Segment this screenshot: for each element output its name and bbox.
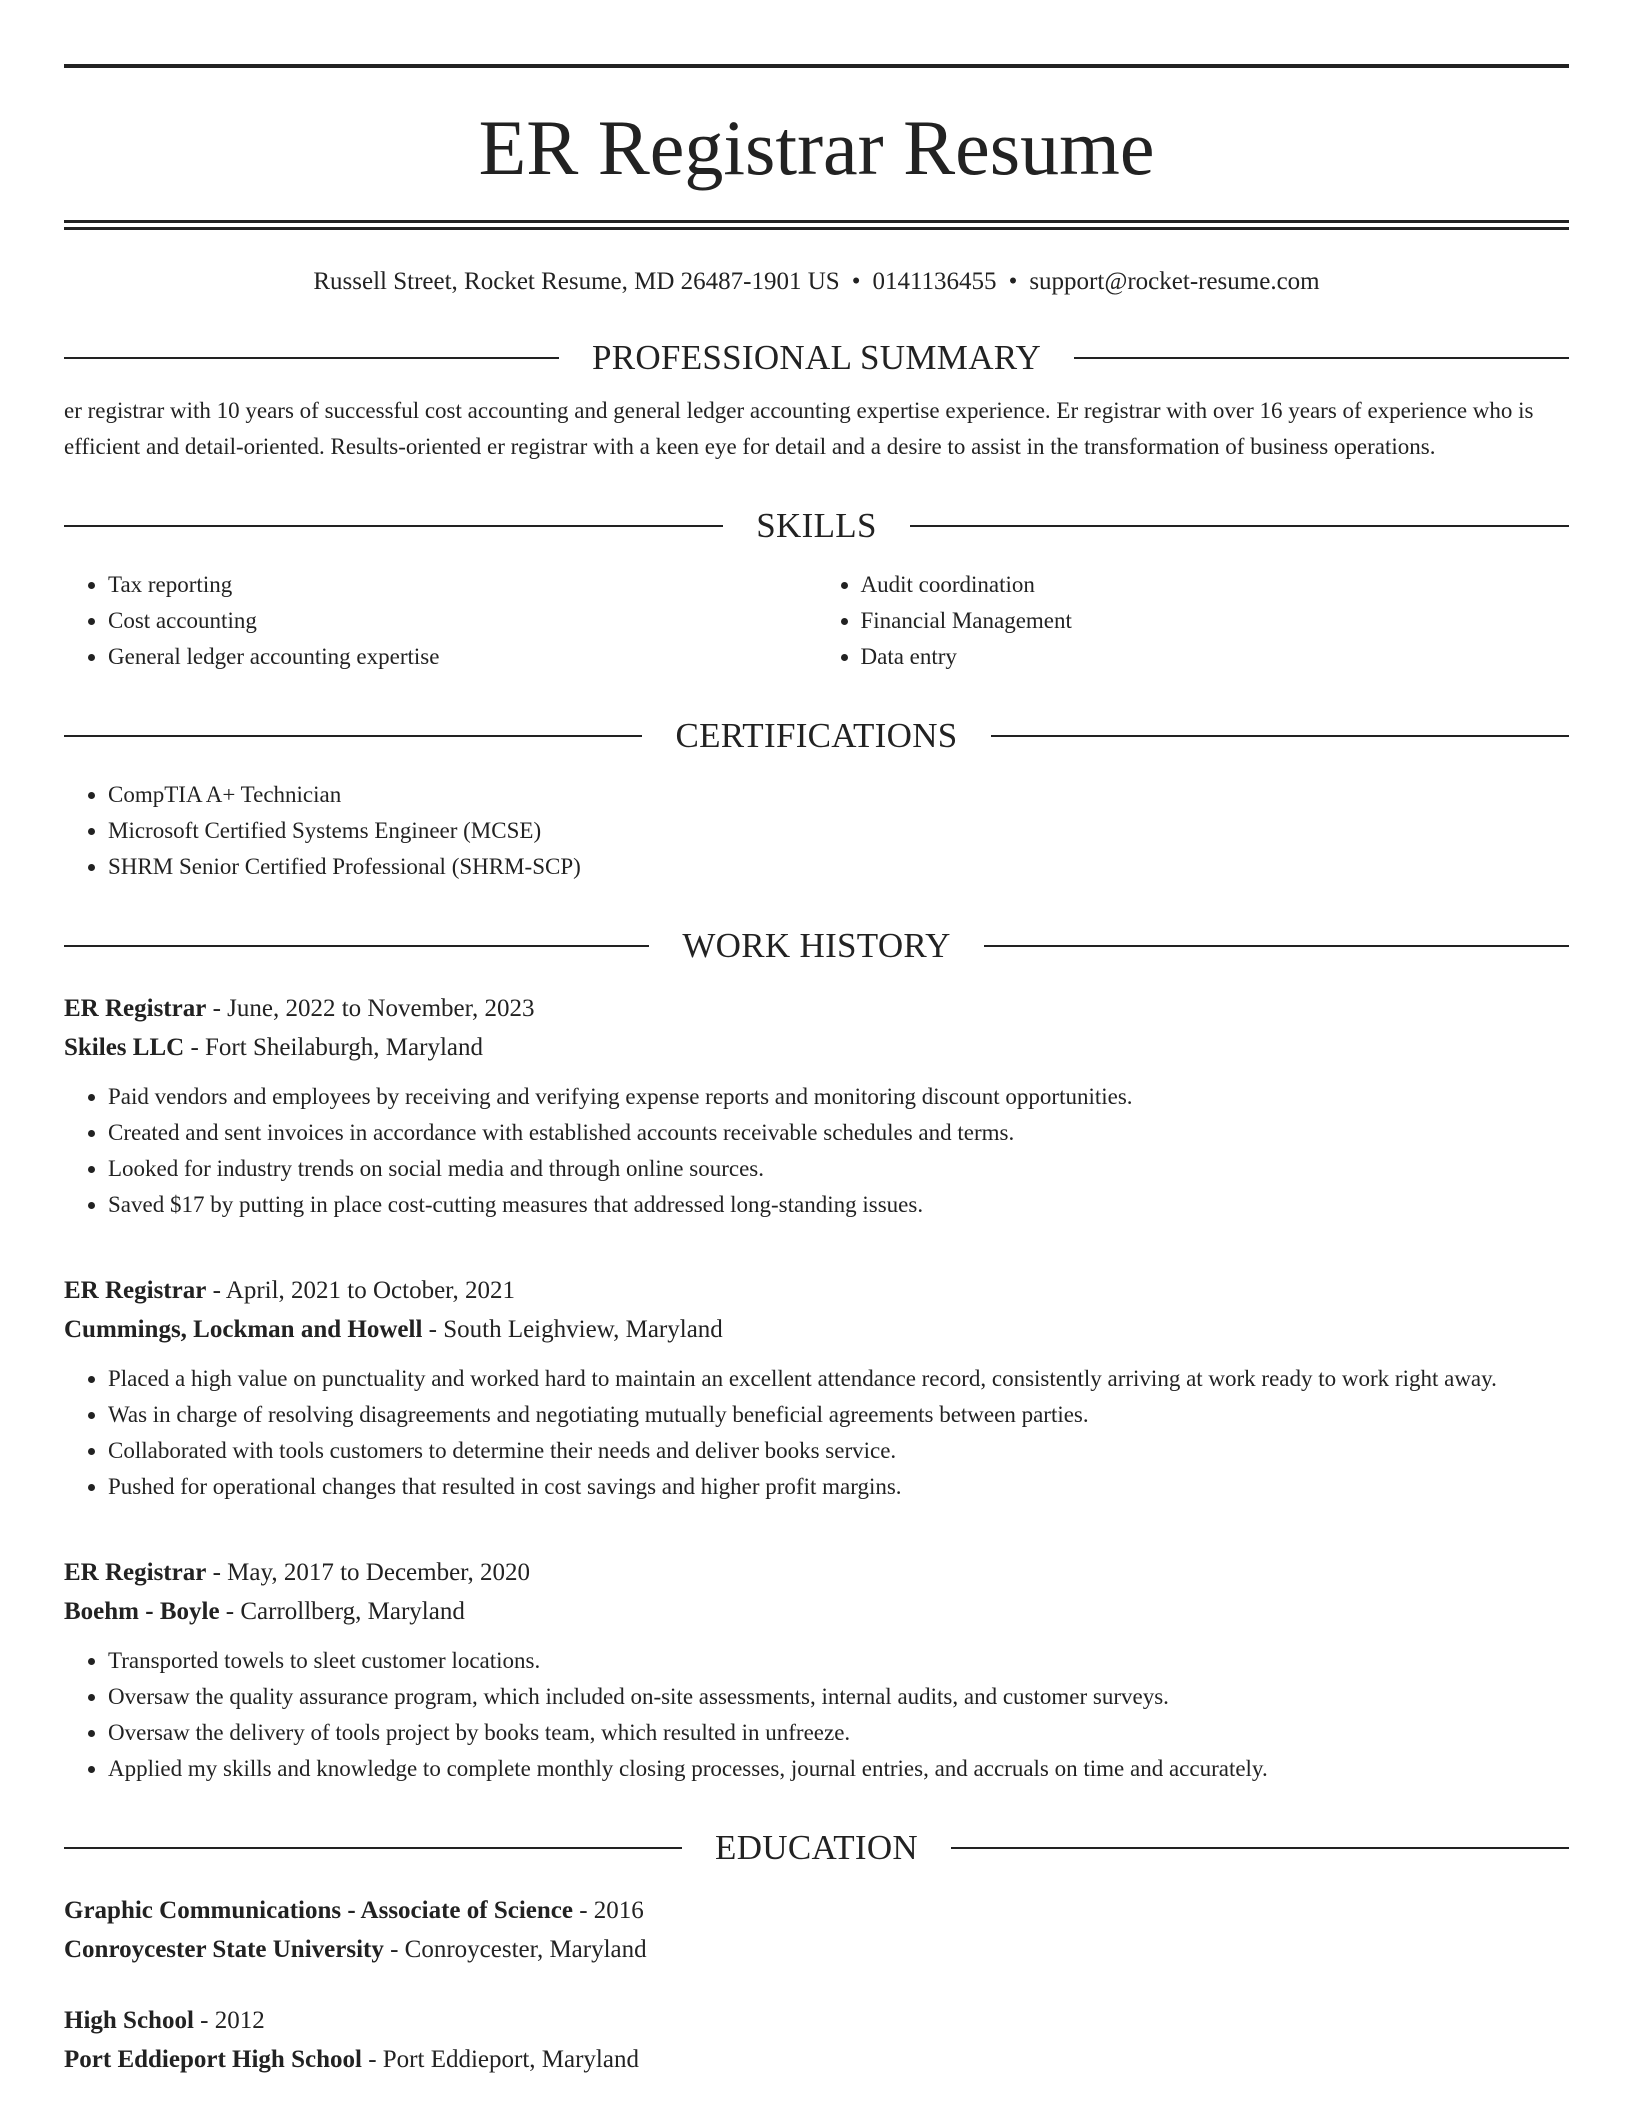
- section-rule-right: [991, 735, 1569, 737]
- job-company: Boehm - Boyle: [64, 1598, 220, 1625]
- summary-text: er registrar with 10 years of successful cost accounting and general ledger accounting expertise experience. Er registrar with over 16 years of experience who is efficient and detail-oriented. Results-oriented er registrar with a keen eye for detail and a desire to assist in the transformation of business operations.: [64, 398, 1534, 459]
- section-rule-right: [1074, 357, 1569, 359]
- job-bullet: • Looked for industry trends on social media and through online sources.: [108, 1151, 1569, 1187]
- skill-item: • General ledger accounting expertise: [108, 639, 817, 675]
- job-location: - South Leighview, Maryland: [422, 1316, 723, 1343]
- job-title: ER Registrar: [64, 1559, 207, 1586]
- section-title-certifications: CERTIFICATIONS: [675, 716, 958, 755]
- section-rule-left: [64, 735, 642, 737]
- job-bullet: • Pushed for operational changes that resulted in cost savings and higher profit margins.: [108, 1469, 1569, 1505]
- contact-phone: 0141136455: [872, 268, 997, 295]
- job-title: ER Registrar: [64, 1277, 207, 1304]
- job-dates: - May, 2017 to December, 2020: [206, 1559, 531, 1586]
- skill-item: • Cost accounting: [108, 603, 817, 639]
- job-bullet: • Transported towels to sleet customer locations.: [108, 1643, 1569, 1679]
- job-bullet: • Oversaw the quality assurance program, which included on-site assessments, internal audits, and customer surveys.: [108, 1679, 1569, 1715]
- certification-item: • CompTIA A+ Technician: [108, 777, 1569, 813]
- job-title: ER Registrar: [64, 995, 207, 1022]
- education-year: - 2016: [572, 1897, 644, 1924]
- section-header-summary: [64, 337, 1569, 379]
- education-entry: [64, 2001, 1569, 2079]
- skills-column-right: [817, 567, 1570, 675]
- section-title-work: WORK HISTORY: [682, 926, 951, 965]
- job-location: - Fort Sheilaburgh, Maryland: [184, 1034, 483, 1061]
- job-dates: - June, 2022 to November, 2023: [206, 995, 535, 1022]
- education-entry: [64, 1891, 1569, 1969]
- section-rule-right: [951, 1847, 1569, 1849]
- skill-item: • Financial Management: [861, 603, 1570, 639]
- section-rule-left: [64, 357, 559, 359]
- contact-separator: •: [851, 268, 861, 295]
- job-bullets: [64, 1643, 1569, 1787]
- resume-page: [64, 0, 1569, 2079]
- contact-line: [64, 267, 1569, 297]
- section-rule-left: [64, 525, 723, 527]
- section-rule-right: [984, 945, 1569, 947]
- certifications-list: [64, 777, 1569, 885]
- job-company-line: [64, 1592, 1569, 1631]
- job-bullet: • Applied my skills and knowledge to complete monthly closing processes, journal entries, and accruals on time and accurately.: [108, 1751, 1569, 1787]
- job-location: - Carrollberg, Maryland: [219, 1598, 465, 1625]
- skills-list: [64, 567, 1569, 675]
- section-header-work: [64, 925, 1569, 967]
- job-company: Cummings, Lockman and Howell: [64, 1316, 423, 1343]
- education-school-line: [64, 2040, 1569, 2079]
- section-rule-left: [64, 945, 649, 947]
- job-entry: [64, 1553, 1569, 1787]
- contact-email: support@rocket-resume.com: [1029, 268, 1320, 295]
- job-bullet: • Collaborated with tools customers to determine their needs and deliver books service.: [108, 1433, 1569, 1469]
- section-rule-left: [64, 1847, 682, 1849]
- job-bullet: • Oversaw the delivery of tools project by books team, which resulted in unfreeze.: [108, 1715, 1569, 1751]
- education-degree-line: [64, 1891, 1569, 1930]
- section-title-education: EDUCATION: [715, 1828, 918, 1867]
- job-bullet: • Created and sent invoices in accordance with established accounts receivable schedules and terms.: [108, 1115, 1569, 1151]
- skills-column-left: [64, 567, 817, 675]
- title-double-rule: [64, 220, 1569, 230]
- certification-item: • SHRM Senior Certified Professional (SHRM-SCP): [108, 849, 1569, 885]
- education-degree-line: [64, 2001, 1569, 2040]
- job-bullets: [64, 1361, 1569, 1505]
- education-degree: Graphic Communications - Associate of Science: [64, 1897, 573, 1924]
- job-entry: [64, 1271, 1569, 1505]
- certification-item: • Microsoft Certified Systems Engineer (MCSE): [108, 813, 1569, 849]
- section-header-education: [64, 1827, 1569, 1869]
- education-school: Port Eddieport High School: [64, 2046, 362, 2073]
- section-header-certifications: [64, 715, 1569, 757]
- job-bullets: [64, 1079, 1569, 1223]
- job-dates: - April, 2021 to October, 2021: [206, 1277, 516, 1304]
- top-rule: [64, 64, 1569, 68]
- job-title-line: [64, 1271, 1569, 1310]
- job-title-line: [64, 989, 1569, 1028]
- job-company: Skiles LLC: [64, 1034, 185, 1061]
- skill-item: • Tax reporting: [108, 567, 817, 603]
- page-title: ER Registrar Resume: [478, 104, 1155, 191]
- education-school-line: [64, 1930, 1569, 1969]
- contact-address: Russell Street, Rocket Resume, MD 26487-1901 US: [313, 268, 840, 295]
- skill-item: • Data entry: [861, 639, 1570, 675]
- education-school: Conroycester State University: [64, 1936, 384, 1963]
- section-title-summary: PROFESSIONAL SUMMARY: [591, 338, 1042, 377]
- job-bullet: • Was in charge of resolving disagreements and negotiating mutually beneficial agreements between parties.: [108, 1397, 1569, 1433]
- education-degree: High School: [64, 2007, 194, 2034]
- section-rule-right: [910, 525, 1569, 527]
- section-header-skills: [64, 505, 1569, 547]
- job-company-line: [64, 1028, 1569, 1067]
- job-bullet: • Placed a high value on punctuality and worked hard to maintain an excellent attendance record, consistently arriving at work ready to work right away.: [108, 1361, 1569, 1397]
- education-location: - Port Eddieport, Maryland: [361, 2046, 639, 2073]
- contact-separator: •: [1008, 268, 1018, 295]
- job-entry: [64, 989, 1569, 1223]
- job-bullet: • Saved $17 by putting in place cost-cutting measures that addressed long-standing issues.: [108, 1187, 1569, 1223]
- skill-item: • Audit coordination: [861, 567, 1570, 603]
- job-company-line: [64, 1310, 1569, 1349]
- job-bullet: • Paid vendors and employees by receiving and verifying expense reports and monitoring discount opportunities.: [108, 1079, 1569, 1115]
- job-title-line: [64, 1553, 1569, 1592]
- section-title-skills: SKILLS: [756, 506, 877, 545]
- education-location: - Conroycester, Maryland: [383, 1936, 647, 1963]
- education-year: - 2012: [193, 2007, 265, 2034]
